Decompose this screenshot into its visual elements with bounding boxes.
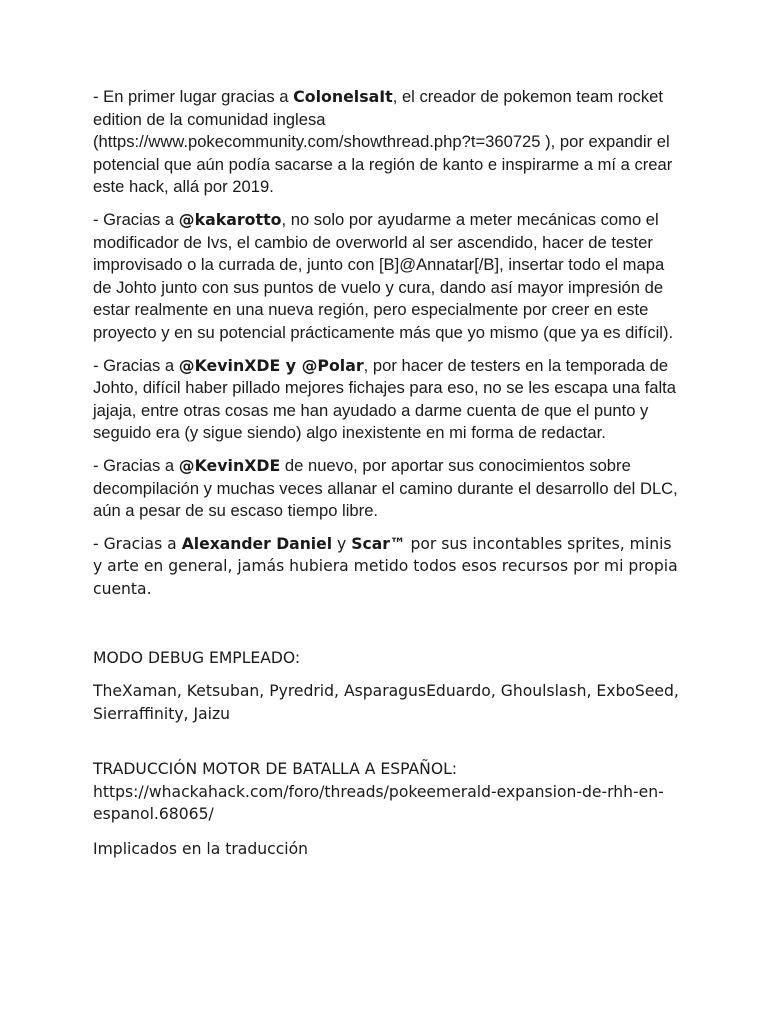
paragraph-text: - Gracias a bbox=[93, 209, 179, 229]
thanks-paragraph-colonelsalt bbox=[93, 86, 683, 199]
paragraph-text: y bbox=[332, 534, 352, 553]
credited-name: Alexander Daniel bbox=[181, 534, 333, 553]
document-page bbox=[93, 86, 683, 871]
paragraph-text: - Gracias a bbox=[93, 355, 179, 375]
thanks-paragraph-kakarotto bbox=[93, 209, 683, 345]
credited-name: @KevinXDE bbox=[178, 455, 281, 475]
paragraph-text: de nuevo, por aportar sus conocimientos sobre decompilación y muchas veces allanar el camino durante el desarrollo del DLC, aún a pesar de su escaso tiempo libre. bbox=[93, 455, 678, 521]
thanks-paragraph-kevinxde bbox=[93, 455, 683, 523]
spacer bbox=[93, 610, 683, 647]
paragraph-text: , no solo por ayudarme a meter mecánicas como el modificador de Ivs, el cambio de overworld al ser ascendido, hacer de tester improvisado o la currada de, junto con [B]@Annatar[/B], insertar todo el mapa de Johto junto con sus puntos de vuelo y cura, dando así mayor impresión de estar realmente en una nueva región, pero especialmente por creer en este proyecto y en su potencial prácticamente más que yo mismo (que ya es difícil). bbox=[93, 209, 674, 342]
credited-name: @kakarotto bbox=[178, 209, 282, 229]
paragraph-text: por sus incontables sprites, minis y arte en general, jamás hubiera metido todos esos recursos por mi propia cuenta. bbox=[93, 534, 678, 598]
translation-involved: Implicados en la traducción bbox=[93, 840, 309, 859]
credited-name: @KevinXDE y @Polar bbox=[178, 355, 364, 375]
thanks-paragraph-testers bbox=[93, 355, 683, 445]
paragraph-text: , por hacer de testers en la temporada de Johto, difícil haber pillado mejores fichajes para eso, no se les escapa una falta jajaja, entre otras cosas me han ayudado a darme cuenta de que el punto y seguido era (y sigue siendo) algo inexistente en mi forma de redactar. bbox=[93, 355, 676, 443]
debug-names: TheXaman, Ketsuban, Pyredrid, AsparagusEduardo, Ghoulslash, ExboSeed, Sierraffinity, Jaizu bbox=[93, 682, 679, 723]
spacer bbox=[93, 735, 683, 758]
paragraph-text: , el creador de pokemon team rocket edition de la comunidad inglesa (https://www.pokecommunity.com/showthread.php?t=360725 ), por expandir el potencial que aún podía sacarse a la región de kanto e inspirarme a mí a crear este hack, allá por 2019. bbox=[93, 87, 673, 197]
thanks-paragraph-artists bbox=[93, 533, 683, 601]
paragraph-text: - Gracias a bbox=[93, 534, 182, 553]
paragraph-text: - En primer lugar gracias a bbox=[93, 87, 294, 106]
translation-heading: TRADUCCIÓN MOTOR DE BATALLA A ESPAÑOL: bbox=[93, 760, 458, 779]
paragraph-text: - Gracias a bbox=[93, 455, 179, 475]
translation-block bbox=[93, 758, 683, 826]
credited-name: ColonelsaIt bbox=[293, 87, 393, 106]
translation-url: https://whackahack.com/foro/threads/pokeemerald-expansion-de-rhh-en-espanol.68065/ bbox=[93, 782, 664, 824]
debug-heading: MODO DEBUG EMPLEADO: bbox=[93, 649, 301, 668]
credited-name: Scar™ bbox=[351, 534, 406, 553]
